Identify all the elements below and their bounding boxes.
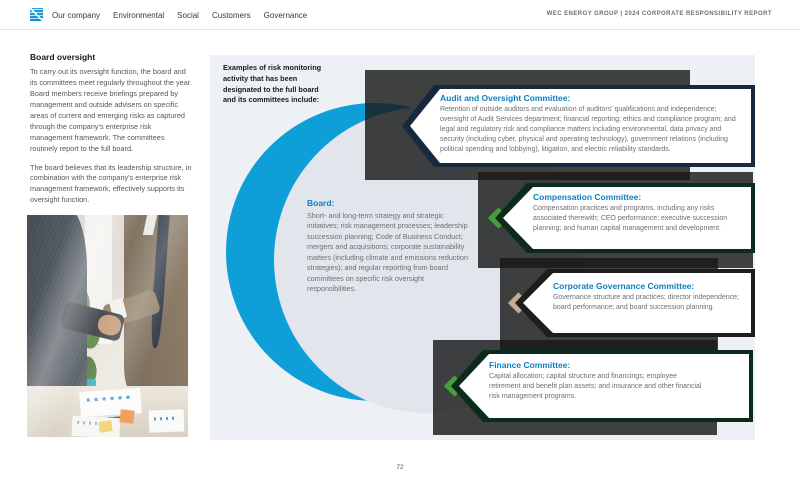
nav-item-governance[interactable]: Governance [263, 10, 308, 20]
committee-title: Compensation Committee: [533, 192, 642, 202]
nav-item-social[interactable]: Social [177, 10, 199, 20]
committee-title: Audit and Oversight Committee: [440, 93, 571, 103]
body-paragraph-2: The board believes that its leadership structure, in combination with the company's enterprise risk management framework, effectively supports its oversight function. [30, 162, 192, 205]
page-number: 72 [396, 464, 404, 471]
board-description [307, 198, 471, 295]
compensation-committee-card [495, 183, 755, 253]
handshake-photo [27, 215, 188, 437]
risk-monitoring-diagram [210, 55, 755, 440]
committee-body: Governance structure and practices; director independence; board performance; and board succession planning. [553, 294, 739, 311]
committee-title: Corporate Governance Committee: [553, 281, 695, 291]
diagram-intro-text: Examples of risk monitoring activity that has been designated to the full board and its committees include: [223, 63, 322, 105]
committee-body: Retention of outside auditors and evaluation of auditors' qualifications and independence; oversight of Audit Services department; financial reporting; ethics and compliance program; and legal and regulatory risk and compliance matters including environmental, data privacy and security (including cyber, physical and operating technology), government relations (including political spending and lobbying), litigation, and electric reliability standards. [440, 106, 736, 153]
audit-oversight-committee-card [402, 85, 755, 167]
section-heading: Board oversight [30, 52, 96, 62]
body-paragraph-1: To carry out its oversight function, the board and its committees meet regularly throughout the year. Board members receive briefings prepared by management and outside advisers on specific areas of current and emerging risks as captured through the company's enterprise risk management framework. The committees routinely report to the full board. [30, 67, 192, 153]
board-body: Short- and long-term strategy and strategic initiatives; risk management processes; leadership succession planning; Code of Business Conduct; mergers and acquisitions; corporate sustainability matters (including climate and emissions reduction strategies); and regular reporting from board committees on specific risk oversight responsibilities. [307, 211, 468, 294]
committee-title: Finance Committee: [489, 360, 571, 370]
main-nav [52, 0, 307, 30]
board-oversight-section [30, 52, 193, 214]
nav-item-customers[interactable]: Customers [211, 10, 251, 20]
nav-item-our-company[interactable]: Our company [52, 10, 101, 20]
board-title: Board: [307, 198, 335, 208]
nav-item-environmental[interactable]: Environmental [113, 10, 165, 20]
top-nav-bar [0, 0, 800, 30]
photo-glass-reflection [27, 215, 188, 437]
finance-committee-card [451, 350, 753, 422]
committee-body: Compensation practices and programs, including any risks associated therewith; CEO performance; executive succession planning; and human capital management and development. [533, 205, 728, 232]
wec-logo-icon[interactable] [30, 8, 43, 21]
report-title: WEC ENERGY GROUP | 2024 CORPORATE RESPONSIBILITY REPORT [546, 11, 772, 17]
committee-body: Capital allocation; capital structure and financings; employee retirement and benefit plan assets; and insurance and other financial risk management programs. [489, 373, 702, 400]
corporate-governance-committee-card [515, 269, 755, 337]
